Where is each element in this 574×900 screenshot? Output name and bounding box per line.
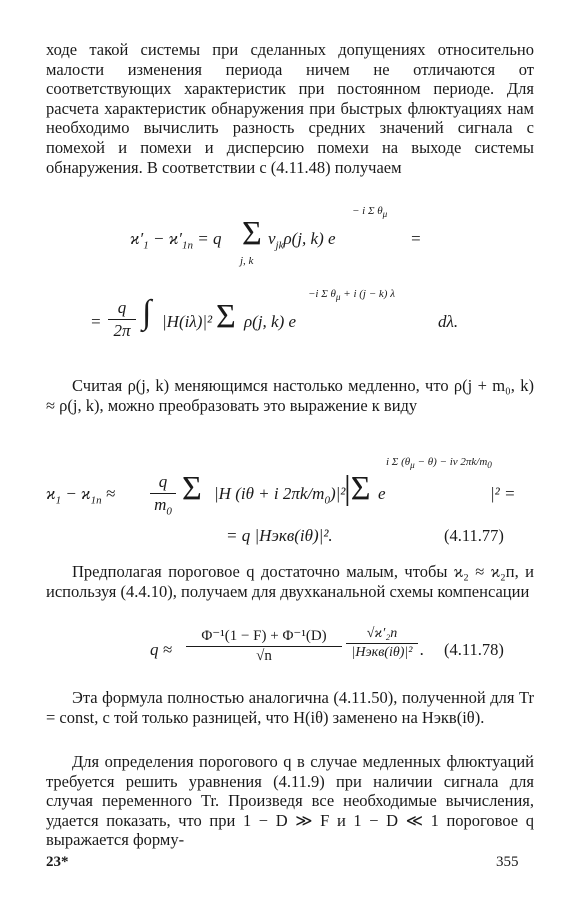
equation-1-line-1 (0, 205, 574, 275)
equation-2-line-1 (0, 448, 574, 530)
paragraph-5: Для определения порогового q в случае медленных флюктуаций требуется решить уравнения (4.11.9) при наличии сигнала для случая переменного Tr. Произведя все необходимые вычисления, удается показать, что при 1 − D ≫ F и 1 − D ≪ 1 пороговое q выражается форму- (46, 752, 534, 850)
eq1-line2-lead: = (90, 312, 102, 331)
equation-1-line-2 (0, 282, 574, 362)
eq1-sum-sign: Σ (242, 215, 262, 252)
eq1-line2-body: ρ(j, k) e (244, 312, 297, 331)
eq2-fraction: q $m_0$ (150, 472, 176, 517)
eq1-equals: = (410, 229, 422, 248)
eq1-fraction: q 2π (108, 298, 136, 341)
eq3-right-numerator: √ϰ′₂п (366, 626, 398, 641)
eq3-right-fraction (346, 626, 418, 661)
eq1-summand: $v_{jk}\rho(j$, k) e (268, 229, 336, 252)
eq3-denominator: √n (256, 648, 272, 664)
eq1-lhs: $ϰ'_1 - ϰ'_{1п} = q$ (130, 229, 222, 252)
paragraph-3: Предполагая пороговое q достаточно малым, чтобы ϰ₂ ≈ ϰ₂п, и используя (4.4.10), получаем для двухканальной схемы компенсации (46, 562, 534, 601)
eq1-line2-exponent: −i Σ $\theta_\mu + i$ (j − k) λ (308, 288, 395, 303)
signature-mark: 23* (46, 854, 69, 870)
eq1-sum-index: j, k (240, 255, 254, 267)
eq1-integral: ∫ (142, 294, 152, 331)
equation-3 (0, 624, 574, 680)
eq3-period: . (420, 640, 425, 659)
eq2-exponent: i Σ $(\theta_\mu - \theta) - i\nu$ $2\pi k/m_0$ (386, 456, 492, 471)
paragraph-2: Считая ρ(j, k) меняющимся настолько медленно, что ρ(j + m₀, k) ≈ ρ(j, k), можно преобразовать это выражение к виду (46, 376, 534, 415)
eq2-result: = q |Hэкв(iθ)|². (226, 526, 333, 545)
eq1-integrand: |H(iλ)|² (162, 312, 213, 331)
eq3-right-denominator: |Hэкв(iθ)|² (351, 645, 413, 660)
page-number: 355 (496, 854, 519, 870)
paragraph-1: ходе такой системы при сделанных допущениях относительно малости изменения периода ничем не отличаются от соответствующих характеристик при постоянном периоде. Для расчета характеристик обнаружения при быстрых флюктуациях нам необходимо вычислить разность средних значений сигнала с помехой и помехи и дисперсию помехи на выходе системы обнаружения. В соответствии с (4.11.48) получаем (46, 40, 534, 177)
eq2-closing: |² = (490, 484, 516, 503)
eq1-exponent: − i Σ $\theta_\mu$ (352, 205, 388, 220)
eq3-number: (4.11.78) (444, 640, 504, 659)
eq2-transfer: |H (iθ + i $2\pi k/m_0)|^2$ (214, 484, 346, 507)
eq2-sum-sign-2: |Σ (344, 470, 371, 507)
eq1-dlambda: dλ. (438, 312, 459, 331)
eq2-sum-sign-1: Σ (182, 470, 202, 507)
eq3-lhs: q ≈ (150, 640, 173, 659)
eq2-exp-base: e (378, 484, 386, 503)
eq3-numerator: Φ⁻¹(1 − F) + Φ⁻¹(D) (201, 628, 327, 644)
eq2-number: (4.11.77) (444, 526, 504, 545)
eq2-lhs: $ϰ_1 - ϰ_{1п}$ ≈ (46, 484, 116, 507)
eq3-main-fraction (186, 626, 342, 665)
eq1-sum-sign-2: Σ (216, 298, 236, 335)
equation-2-line-2 (0, 526, 574, 556)
paragraph-4: Эта формула полностью аналогична (4.11.50), полученной для Tr = const, с той только разницей, что H(iθ) заменено на Hэкв(iθ). (46, 688, 534, 727)
